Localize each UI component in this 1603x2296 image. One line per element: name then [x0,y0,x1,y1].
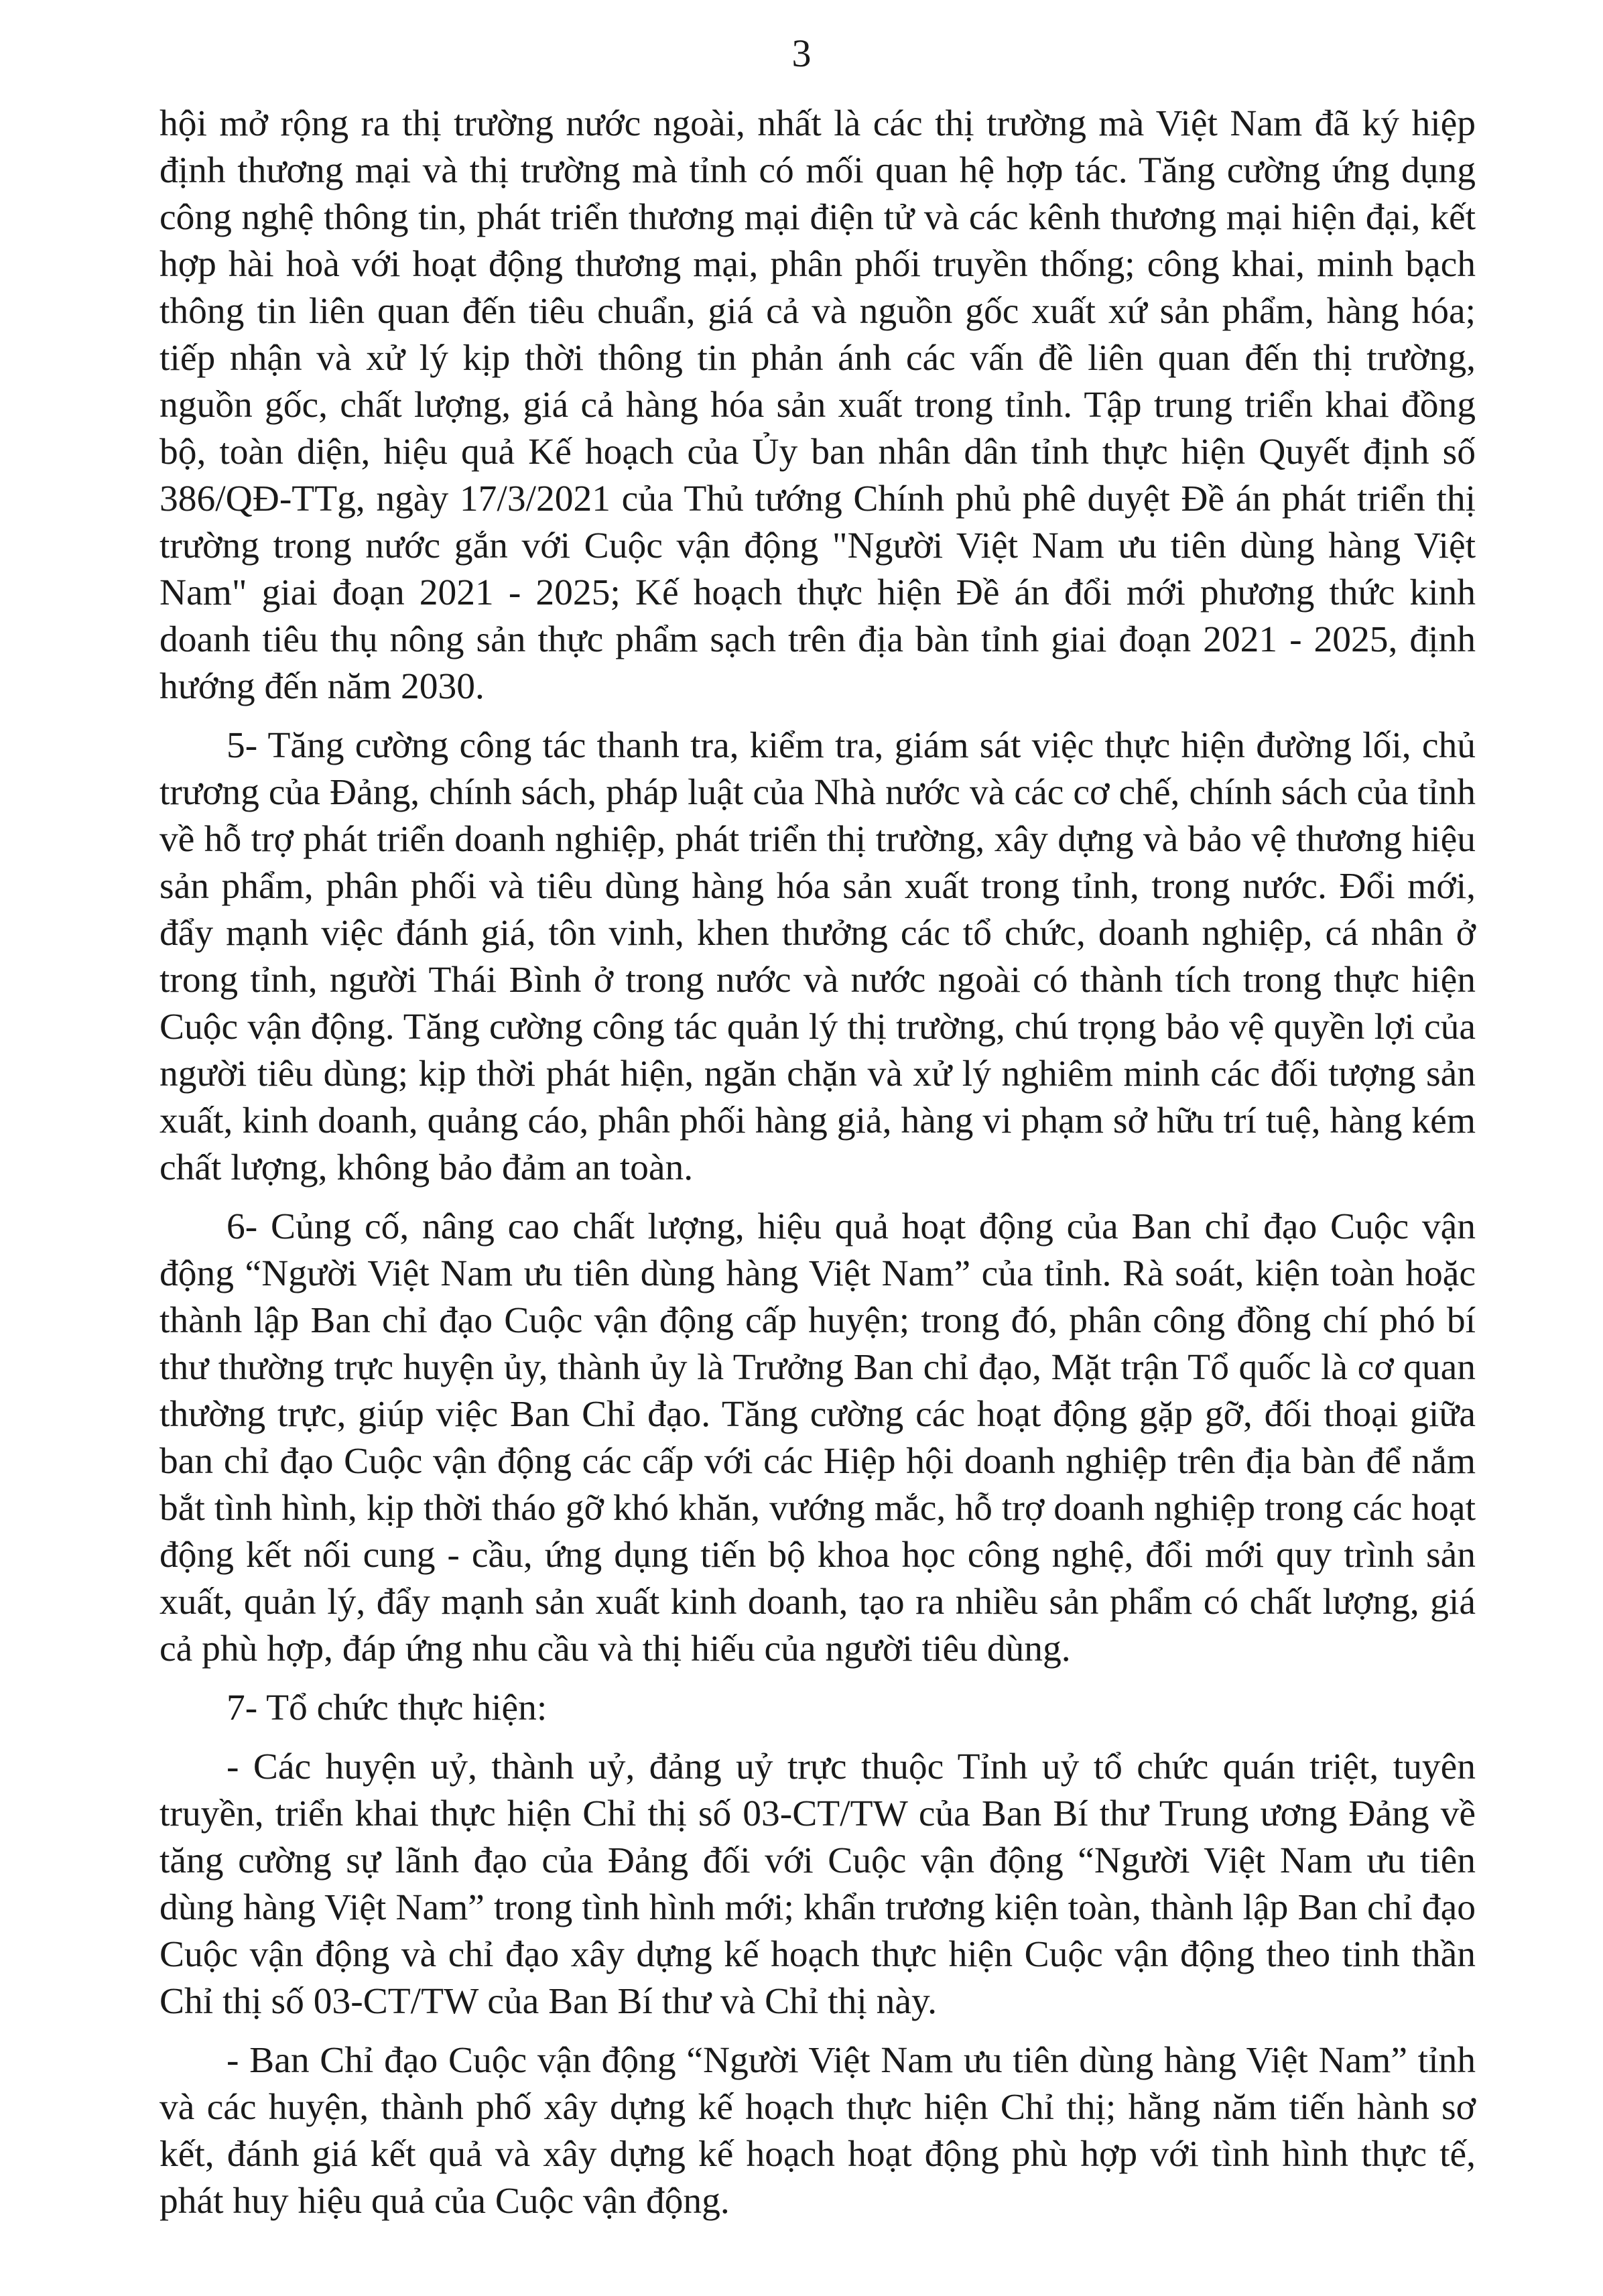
paragraph-continuation: hội mở rộng ra thị trường nước ngoài, nhất là các thị trường mà Việt Nam đã ký hiệp định thương mại và thị trường mà tỉnh có mối quan hệ hợp tác. Tăng cường ứng dụng công nghệ thông tin, phát triển thương mại điện tử và các kênh thương mại hiện đại, kết hợp hài hoà với hoạt động thương mại, phân phối truyền thống; công khai, minh bạch thông tin liên quan đến tiêu chuẩn, giá cả và nguồn gốc xuất xứ sản phẩm, hàng hóa; tiếp nhận và xử lý kịp thời thông tin phản ánh các vấn đề liên quan đến thị trường, nguồn gốc, chất lượng, giá cả hàng hóa sản xuất trong tỉnh. Tập trung triển khai đồng bộ, toàn diện, hiệu quả Kế hoạch của Ủy ban nhân dân tỉnh thực hiện Quyết định số 386/QĐ-TTg, ngày 17/3/2021 của Thủ tướng Chính phủ phê duyệt Đề án phát triển thị trường trong nước gắn với Cuộc vận động "Người Việt Nam ưu tiên dùng hàng Việt Nam" giai đoạn 2021 - 2025; Kế hoạch thực hiện Đề án đổi mới phương thức kinh doanh tiêu thụ nông sản thực phẩm sạch trên địa bàn tỉnh giai đoạn 2021 - 2025, định hướng đến năm 2030. [159,103,1476,707]
paragraph-item-5: 5- Tăng cường công tác thanh tra, kiểm tra, giám sát việc thực hiện đường lối, chủ trương của Đảng, chính sách, pháp luật của Nhà nước và các cơ chế, chính sách của tỉnh về hỗ trợ phát triển doanh nghiệp, phát triển thị trường, xây dựng và bảo vệ thương hiệu sản phẩm, phân phối và tiêu dùng hàng hóa sản xuất trong tỉnh, trong nước. Đổi mới, đẩy mạnh việc đánh giá, tôn vinh, khen thưởng các tổ chức, doanh nghiệp, cá nhân ở trong tỉnh, người Thái Bình ở trong nước và nước ngoài có thành tích trong thực hiện Cuộc vận động. Tăng cường công tác quản lý thị trường, chú trọng bảo vệ quyền lợi của người tiêu dùng; kịp thời phát hiện, ngăn chặn và xử lý nghiêm minh các đối tượng sản xuất, kinh doanh, quảng cáo, phân phối hàng giả, hàng vi phạm sở hữu trí tuệ, hàng kém chất lượng, không bảo đảm an toàn. [159,725,1476,1188]
paragraph-item-7-bullet-1: - Các huyện uỷ, thành uỷ, đảng uỷ trực thuộc Tỉnh uỷ tổ chức quán triệt, tuyên truyền, triển khai thực hiện Chỉ thị số 03-CT/TW của Ban Bí thư Trung ương Đảng về tăng cường sự lãnh đạo của Đảng đối với Cuộc vận động “Người Việt Nam ưu tiên dùng hàng Việt Nam” trong tình hình mới; khẩn trương kiện toàn, thành lập Ban chỉ đạo Cuộc vận động và chỉ đạo xây dựng kế hoạch thực hiện Cuộc vận động theo tinh thần Chỉ thị số 03-CT/TW của Ban Bí thư và Chỉ thị này. [159,1746,1476,2022]
paragraph-item-7-bullet-2: - Ban Chỉ đạo Cuộc vận động “Người Việt Nam ưu tiên dùng hàng Việt Nam” tỉnh và các huyện, thành phố xây dựng kế hoạch thực hiện Chỉ thị; hằng năm tiến hành sơ kết, đánh giá kết quả và xây dựng kế hoạch hoạt động phù hợp với tình hình thực tế, phát huy hiệu quả của Cuộc vận động. [159,2040,1476,2222]
page-number: 3 [791,31,812,75]
document-body [159,101,1476,2237]
paragraph-item-7-heading: 7- Tổ chức thực hiện: [227,1687,548,1728]
paragraph-item-6: 6- Củng cố, nâng cao chất lượng, hiệu quả hoạt động của Ban chỉ đạo Cuộc vận động “Người Việt Nam ưu tiên dùng hàng Việt Nam” của tỉnh. Rà soát, kiện toàn hoặc thành lập Ban chỉ đạo Cuộc vận động cấp huyện; trong đó, phân công đồng chí phó bí thư thường trực huyện ủy, thành ủy là Trưởng Ban chỉ đạo, Mặt trận Tổ quốc là cơ quan thường trực, giúp việc Ban Chỉ đạo. Tăng cường các hoạt động gặp gỡ, đối thoại giữa ban chỉ đạo Cuộc vận động các cấp với các Hiệp hội doanh nghiệp trên địa bàn để nắm bắt tình hình, kịp thời tháo gỡ khó khăn, vướng mắc, hỗ trợ doanh nghiệp trong các hoạt động kết nối cung - cầu, ứng dụng tiến bộ khoa học công nghệ, đổi mới quy trình sản xuất, quản lý, đẩy mạnh sản xuất kinh doanh, tạo ra nhiều sản phẩm có chất lượng, giá cả phù hợp, đáp ứng nhu cầu và thị hiếu của người tiêu dùng. [159,1206,1476,1669]
